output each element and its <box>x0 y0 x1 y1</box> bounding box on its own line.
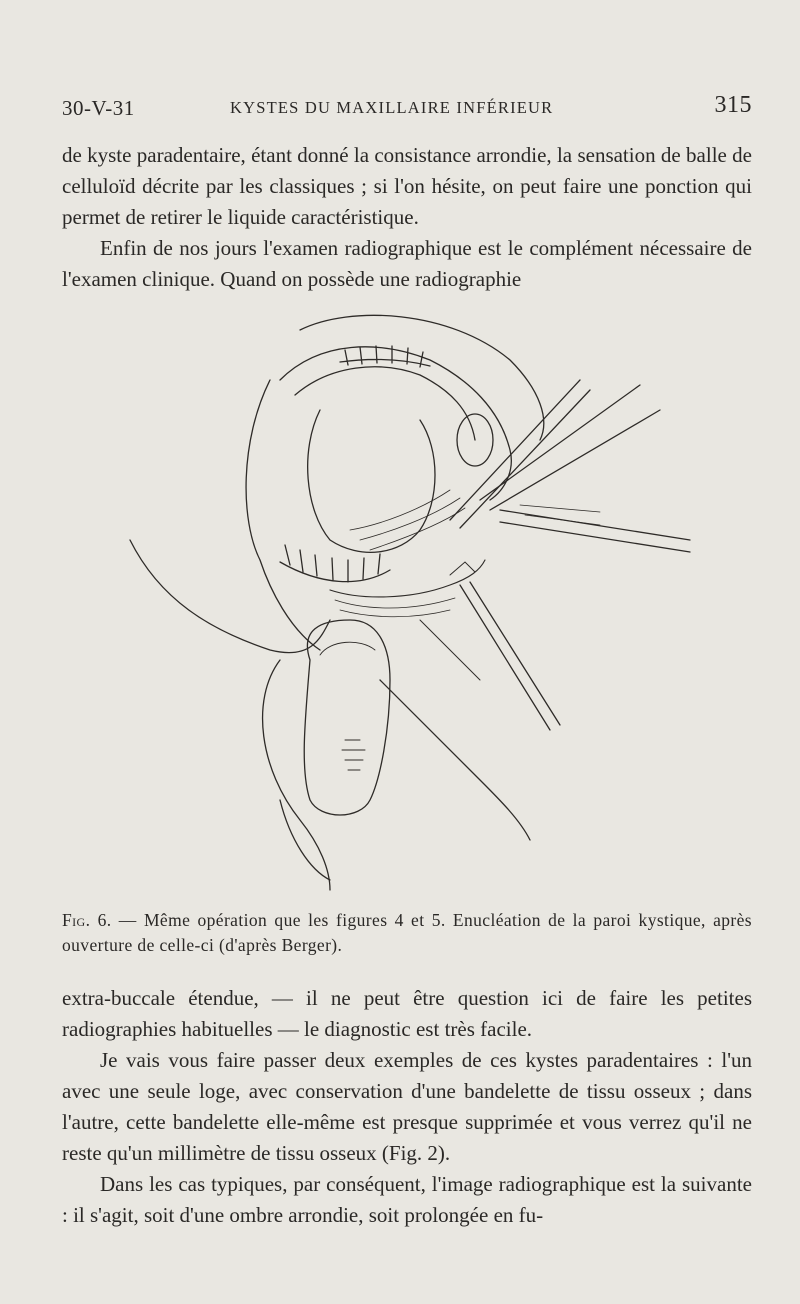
instrument-retractor <box>500 510 690 552</box>
paragraph: Dans les cas typiques, par conséquent, l'image radiographique est la suivante : il s'agit, soit d'une ombre arrondie, soit prolongée en fu- <box>62 1172 752 1227</box>
lower-teeth <box>280 545 390 582</box>
running-head <box>62 92 752 122</box>
instrument-forceps <box>450 380 590 528</box>
figure-caption <box>62 908 752 958</box>
paragraph: Enfin de nos jours l'examen radiographique est le complément nécessaire de l'examen clinique. Quand on possède une radiographie <box>62 236 752 291</box>
figure-caption-text: — Même opération que les figures 4 et 5. Enucléation de la paroi kystique, après ouverture de celle-ci (d'après Berger). <box>62 910 752 955</box>
surgical-illustration <box>120 300 700 900</box>
paragraph: Je vais vous faire passer deux exemples de ces kystes paradentaires : l'un avec une seule loge, avec conservation d'une bandelette de tissu osseux ; dans l'autre, cette bandelette elle-même est presque supprimée et vous verrez qu'il ne reste qu'un millimètre de tissu osseux (Fig. 2). <box>62 1048 752 1165</box>
paragraph: de kyste paradentaire, étant donné la consistance arrondie, la sensation de balle de celluloïd décrite par les classiques ; si l'on hésite, on peut faire une ponction qui permet de retirer le liquide caractéristique. <box>62 143 752 229</box>
instrument-elevator <box>460 582 560 730</box>
top-text <box>62 140 752 295</box>
page-number: 315 <box>714 92 752 118</box>
face-outline <box>130 540 330 653</box>
cyst-cavity <box>330 560 485 597</box>
upper-teeth <box>340 346 430 367</box>
bottom-text <box>62 983 752 1231</box>
paragraph: extra-buccale étendue, — il ne peut être question ici de faire les petites radiographies habituelles — le diagnostic est très facile. <box>62 986 752 1041</box>
figure-label: Fig. 6. <box>62 910 112 930</box>
header-title: KYSTES DU MAXILLAIRE INFÉRIEUR <box>230 98 554 117</box>
header-date: 30-V-31 <box>62 96 135 120</box>
thumb-outline <box>304 620 390 815</box>
